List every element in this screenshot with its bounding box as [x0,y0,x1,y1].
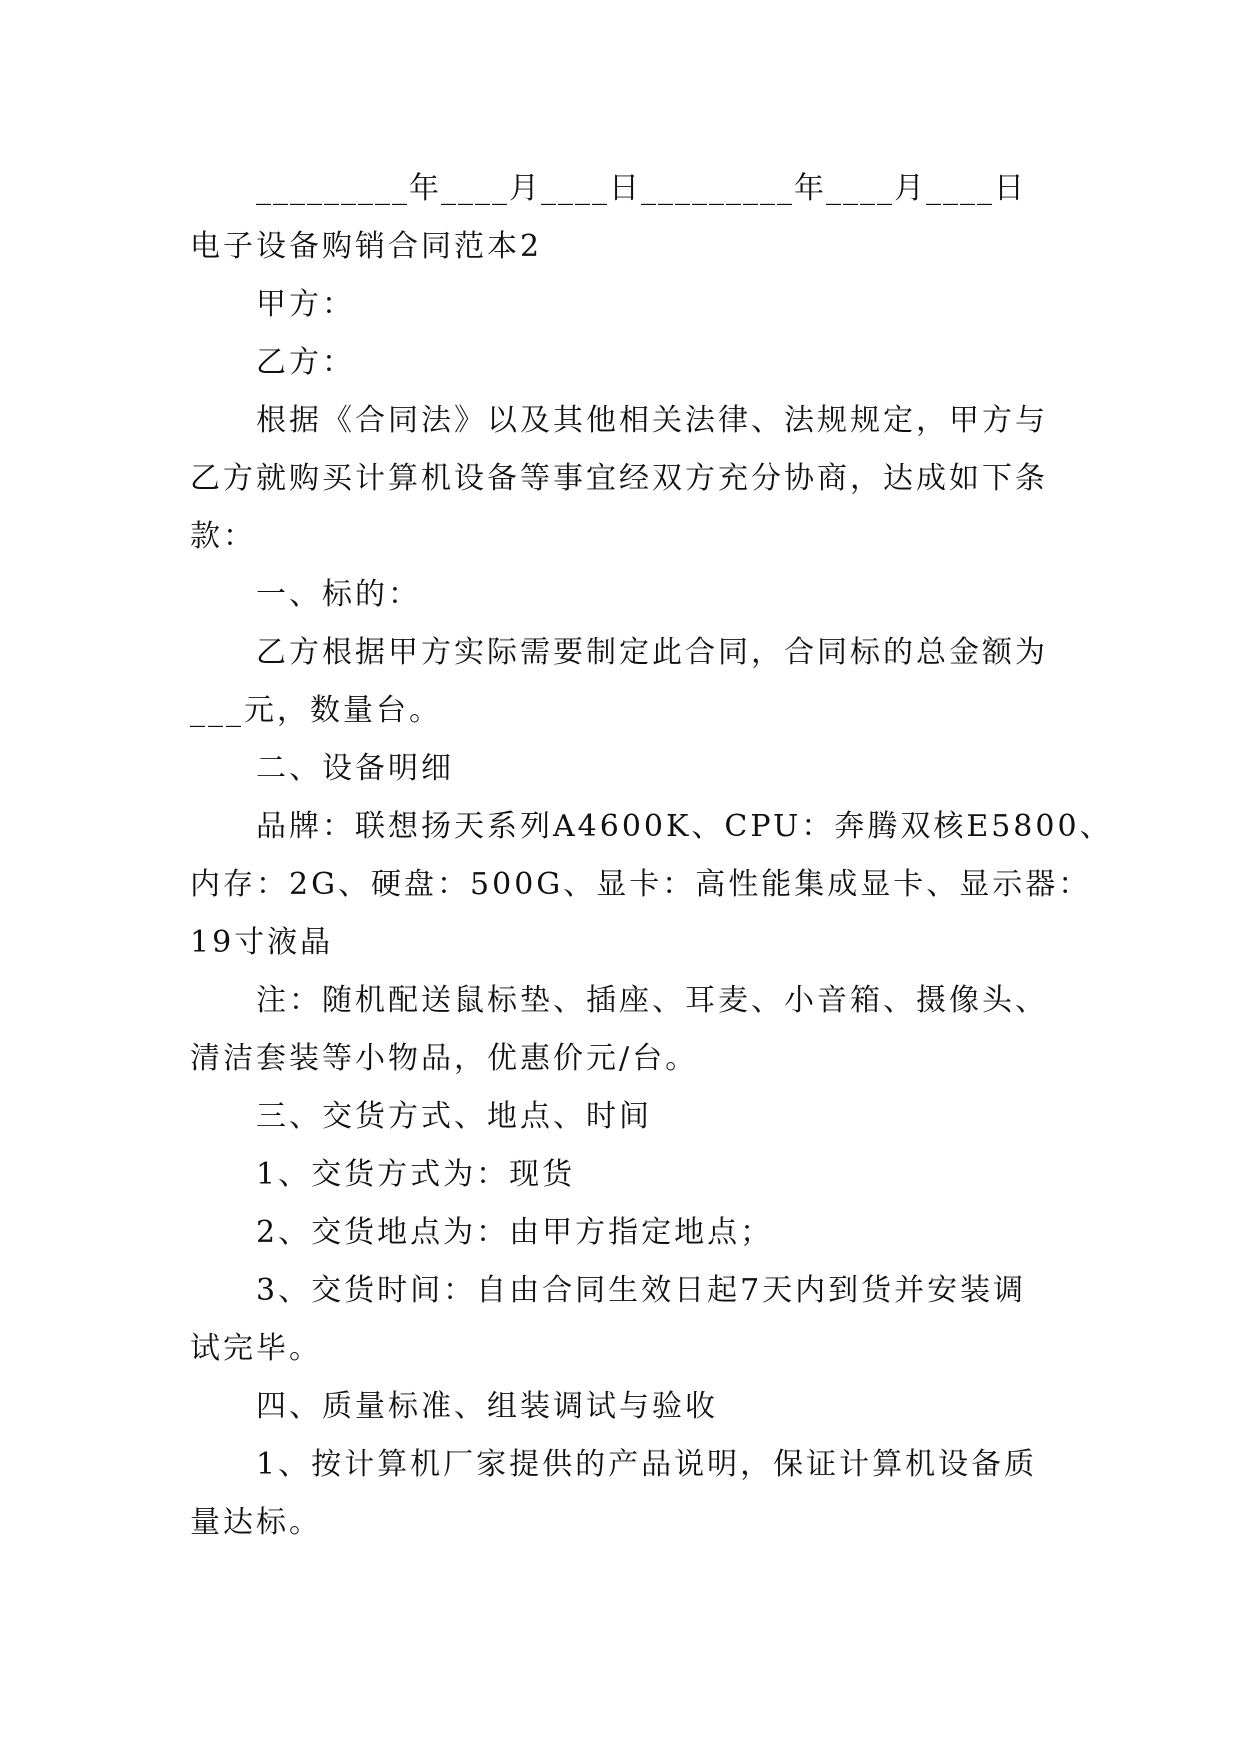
intro-line-3: 款： [190,519,256,554]
party-b-label: 乙方： [256,345,355,380]
section-2-note-line-2: 清洁套装等小物品，优惠价元/台。 [190,1041,699,1076]
section-3-item-3-line-2: 试完毕。 [190,1331,322,1366]
section-1-line-2: ___元，数量台。 [190,693,442,728]
section-1-heading: 一、标的： [256,577,421,612]
signature-date-line: _________年____月____日_________年____月____日 [256,171,1026,206]
intro-line-2: 乙方就购买计算机设备等事宜经双方充分协商，达成如下条 [190,461,1048,496]
intro-line-1: 根据《合同法》以及其他相关法律、法规规定，甲方与 [256,403,1048,438]
section-2-line-1: 品牌：联想扬天系列A4600K、CPU：奔腾双核E5800、 [256,809,1113,844]
party-a-label: 甲方： [256,287,355,322]
section-1-line-1: 乙方根据甲方实际需要制定此合同，合同标的总金额为 [256,635,1048,670]
section-2-line-3: 19寸液晶 [190,925,334,960]
section-2-note-line-1: 注：随机配送鼠标垫、插座、耳麦、小音箱、摄像头、 [256,983,1048,1018]
document-body [190,160,1113,1552]
section-4-item-1-line-1: 1、按计算机厂家提供的产品说明，保证计算机设备质 [256,1447,1038,1482]
section-2-heading: 二、设备明细 [256,751,454,786]
section-2-line-2: 内存：2G、硬盘：500G、显卡：高性能集成显卡、显示器： [190,867,1092,902]
document-title: 电子设备购销合同范本2 [190,229,543,264]
section-3-item-1: 1、交货方式为：现货 [256,1157,576,1192]
section-3-heading: 三、交货方式、地点、时间 [256,1099,652,1134]
section-3-item-3-line-1: 3、交货时间：自由合同生效日起7天内到货并安装调 [256,1273,1027,1308]
section-4-heading: 四、质量标准、组装调试与验收 [256,1389,718,1424]
section-3-item-2: 2、交货地点为：由甲方指定地点； [256,1215,774,1250]
section-4-item-1-line-2: 量达标。 [190,1505,322,1540]
